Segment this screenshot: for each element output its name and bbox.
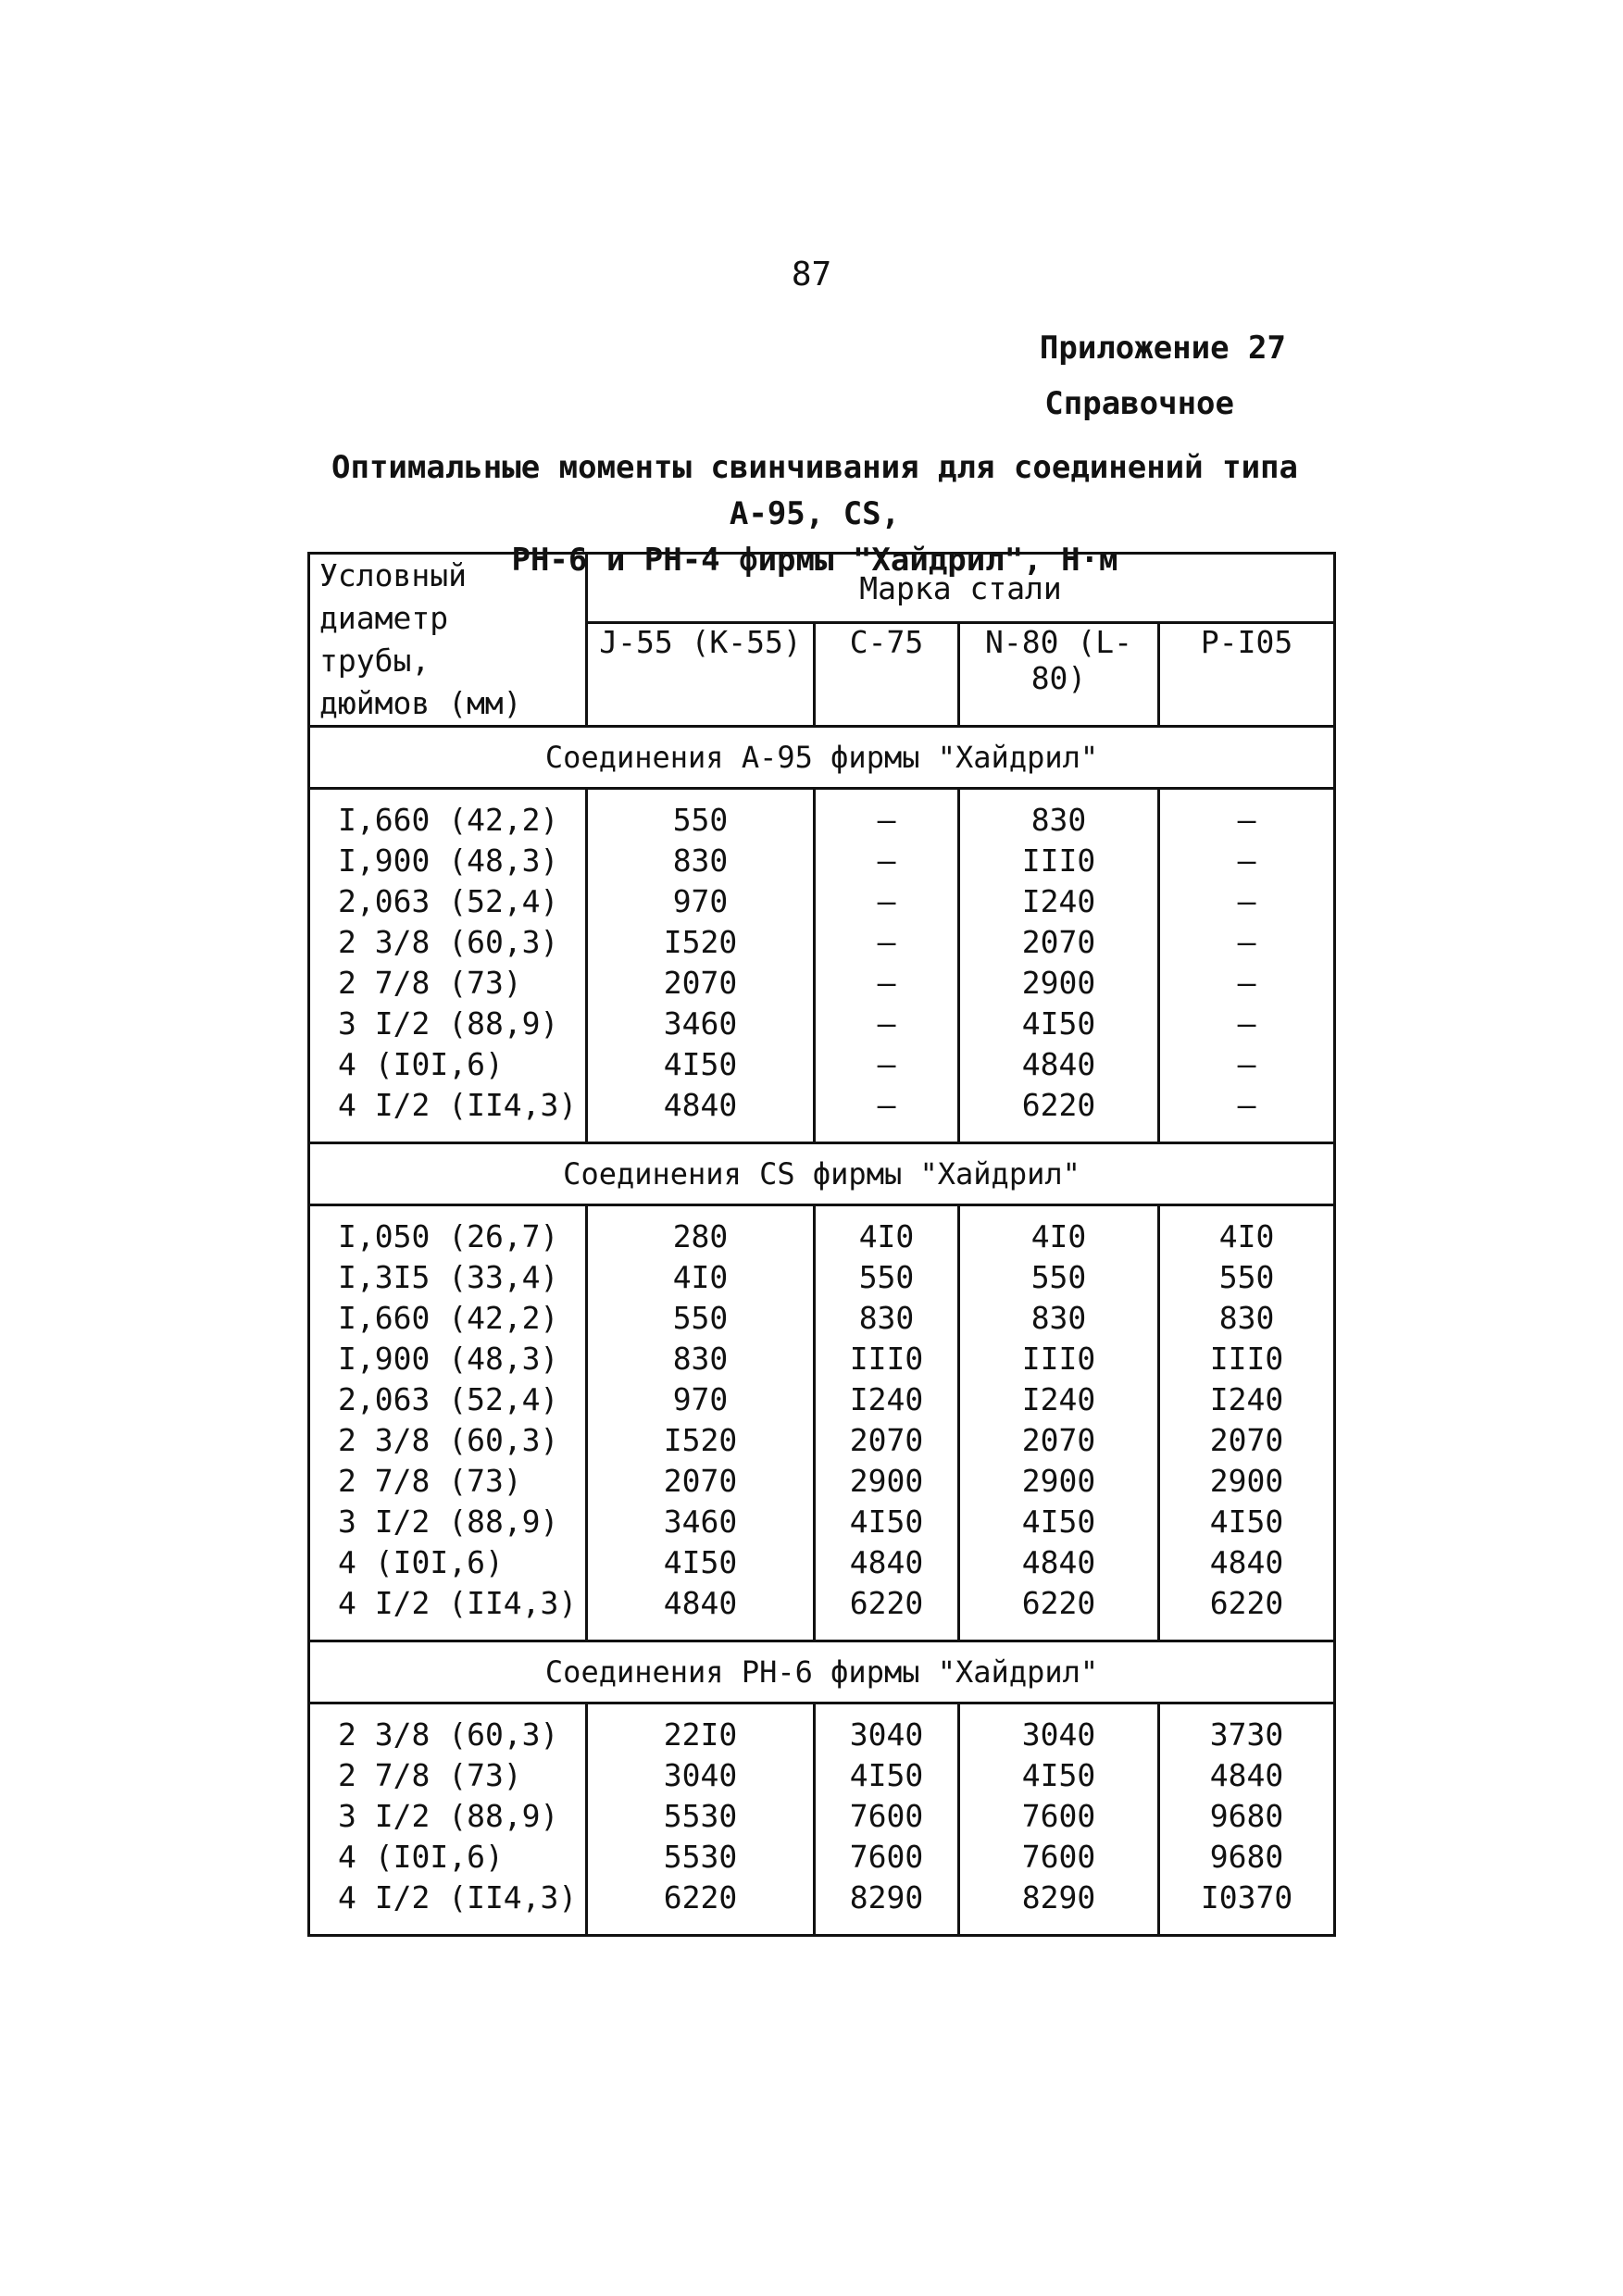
torque-value-cell: 4I0 (1159, 1205, 1335, 1257)
torque-value-cell: 3730 (1159, 1703, 1335, 1755)
torque-value-cell: III0 (959, 1338, 1159, 1379)
torque-value-cell: III0 (959, 840, 1159, 880)
torque-value-cell: 970 (587, 1379, 815, 1419)
section-header-row (309, 1143, 1335, 1205)
torque-value-cell: – (815, 840, 959, 880)
diameter-cell: I,050 (26,7) (309, 1205, 587, 1257)
grade-header: P-I05 (1159, 623, 1335, 727)
torque-value-cell: 7600 (815, 1836, 959, 1877)
torque-value-cell: 4840 (587, 1084, 815, 1143)
section-header-row (309, 1641, 1335, 1703)
torque-value-cell: 6220 (587, 1877, 815, 1936)
torque-value-cell: 550 (815, 1256, 959, 1297)
table-row (309, 1541, 1335, 1582)
table-row (309, 1460, 1335, 1501)
torque-value-cell: 830 (1159, 1297, 1335, 1338)
torque-value-cell: 5530 (587, 1795, 815, 1836)
torque-value-cell: 22I0 (587, 1703, 815, 1755)
torque-value-cell: 2070 (959, 921, 1159, 962)
torque-value-cell: 4I0 (815, 1205, 959, 1257)
diameter-cell: 2 3/8 (60,3) (309, 1703, 587, 1755)
table-row (309, 921, 1335, 962)
torque-value-cell: 4I50 (959, 1003, 1159, 1043)
table-row (309, 1003, 1335, 1043)
torque-value-cell: 2070 (815, 1419, 959, 1460)
torque-value-cell: 4I50 (815, 1501, 959, 1541)
title-line-2: РН-6 и РН-4 фирмы "Хайдрил", Н·м (511, 542, 1118, 579)
torque-value-cell: III0 (1159, 1338, 1335, 1379)
torque-value-cell: 9680 (1159, 1836, 1335, 1877)
diameter-cell: 4 (I0I,6) (309, 1043, 587, 1084)
torque-value-cell: – (1159, 1084, 1335, 1143)
torque-value-cell: 5530 (587, 1836, 815, 1877)
diameter-cell: 3 I/2 (88,9) (309, 1501, 587, 1541)
torque-value-cell: 4I50 (815, 1754, 959, 1795)
torque-value-cell: – (815, 1003, 959, 1043)
torque-value-cell: 830 (587, 840, 815, 880)
torque-value-cell: 7600 (815, 1795, 959, 1836)
table-row (309, 1754, 1335, 1795)
torque-value-cell: 4I50 (1159, 1501, 1335, 1541)
section-title: Соединения РН-6 фирмы "Хайдрил" (309, 1641, 1335, 1703)
torque-value-cell: 550 (959, 1256, 1159, 1297)
torque-value-cell: – (1159, 840, 1335, 880)
diameter-column-header (309, 554, 587, 727)
title-line-1: Оптимальные моменты свинчивания для соединений типа А-95, CS, (331, 449, 1298, 532)
table-row (309, 1205, 1335, 1257)
page-number: 87 (791, 256, 832, 293)
section-title: Соединения CS фирмы "Хайдрил" (309, 1143, 1335, 1205)
table-row (309, 962, 1335, 1003)
diameter-cell: 2 7/8 (73) (309, 1754, 587, 1795)
torque-value-cell: 830 (587, 1338, 815, 1379)
torque-value-cell: I240 (815, 1379, 959, 1419)
torque-value-cell: – (1159, 880, 1335, 921)
diameter-cell: 4 I/2 (II4,3) (309, 1582, 587, 1641)
appendix-label: Приложение 27 (1039, 330, 1286, 367)
table-row (309, 1338, 1335, 1379)
diameter-cell: I,3I5 (33,4) (309, 1256, 587, 1297)
torque-value-cell: 4840 (959, 1043, 1159, 1084)
torque-value-cell: – (1159, 1043, 1335, 1084)
grade-header: N-80 (L-80) (959, 623, 1159, 727)
table-row (309, 1256, 1335, 1297)
table-row (309, 1043, 1335, 1084)
torque-value-cell: 3460 (587, 1501, 815, 1541)
reference-label: Справочное (1044, 385, 1234, 422)
torque-value-cell: 4I50 (959, 1501, 1159, 1541)
torque-value-cell: 4I50 (959, 1754, 1159, 1795)
table-row (309, 1582, 1335, 1641)
table-row (309, 789, 1335, 841)
torque-value-cell: 4I50 (587, 1541, 815, 1582)
torque-value-cell: 4840 (1159, 1541, 1335, 1582)
torque-value-cell: III0 (815, 1338, 959, 1379)
torque-value-cell: – (815, 962, 959, 1003)
grade-header: C-75 (815, 623, 959, 727)
torque-value-cell: 2070 (587, 1460, 815, 1501)
torque-value-cell: 2900 (959, 1460, 1159, 1501)
torque-value-cell: 2900 (959, 962, 1159, 1003)
table-row (309, 1877, 1335, 1936)
torque-value-cell: 3040 (587, 1754, 815, 1795)
torque-value-cell: 3040 (815, 1703, 959, 1755)
table-row (309, 840, 1335, 880)
diameter-cell: 4 (I0I,6) (309, 1836, 587, 1877)
torque-value-cell: – (815, 921, 959, 962)
diameter-cell: 2 7/8 (73) (309, 1460, 587, 1501)
torque-value-cell: – (1159, 921, 1335, 962)
torque-value-cell: I520 (587, 1419, 815, 1460)
torque-value-cell: 6220 (959, 1582, 1159, 1641)
torque-value-cell: 830 (959, 789, 1159, 841)
torque-value-cell: 550 (587, 1297, 815, 1338)
torque-value-cell: 2070 (1159, 1419, 1335, 1460)
diameter-cell: 2,063 (52,4) (309, 880, 587, 921)
torque-value-cell: 3460 (587, 1003, 815, 1043)
torque-value-cell: I240 (959, 880, 1159, 921)
torque-value-cell: 4840 (815, 1541, 959, 1582)
torque-value-cell: – (815, 1043, 959, 1084)
section-title: Соединения А-95 фирмы "Хайдрил" (309, 727, 1335, 789)
torque-value-cell: 830 (815, 1297, 959, 1338)
diameter-cell: 4 I/2 (II4,3) (309, 1084, 587, 1143)
torque-value-cell: 3040 (959, 1703, 1159, 1755)
table-row (309, 1836, 1335, 1877)
diameter-cell: 2,063 (52,4) (309, 1379, 587, 1419)
torque-value-cell: I240 (1159, 1379, 1335, 1419)
diameter-cell: I,660 (42,2) (309, 1297, 587, 1338)
diameter-cell: 4 I/2 (II4,3) (309, 1877, 587, 1936)
torque-value-cell: 2070 (587, 962, 815, 1003)
diameter-cell: 2 7/8 (73) (309, 962, 587, 1003)
torque-value-cell: 4840 (587, 1582, 815, 1641)
torque-value-cell: 7600 (959, 1836, 1159, 1877)
torque-value-cell: – (1159, 962, 1335, 1003)
torque-value-cell: 7600 (959, 1795, 1159, 1836)
torque-value-cell: – (815, 1084, 959, 1143)
diameter-cell: 2 3/8 (60,3) (309, 921, 587, 962)
diameter-cell: I,660 (42,2) (309, 789, 587, 841)
torque-table (307, 552, 1336, 1937)
torque-value-cell: 2070 (959, 1419, 1159, 1460)
torque-value-cell: I240 (959, 1379, 1159, 1419)
torque-value-cell: – (1159, 1003, 1335, 1043)
torque-value-cell: 4I50 (587, 1043, 815, 1084)
diameter-header-line-2: диаметр трубы, (319, 600, 449, 679)
table-row (309, 1795, 1335, 1836)
diameter-cell: I,900 (48,3) (309, 840, 587, 880)
diameter-header-line-1: Условный (319, 557, 467, 593)
torque-value-cell: 970 (587, 880, 815, 921)
diameter-cell: 4 (I0I,6) (309, 1541, 587, 1582)
torque-value-cell: 8290 (959, 1877, 1159, 1936)
steel-grade-header: Марка стали (587, 554, 1335, 623)
torque-value-cell: 4I0 (587, 1256, 815, 1297)
torque-value-cell: 8290 (815, 1877, 959, 1936)
torque-value-cell: – (815, 789, 959, 841)
diameter-cell: 2 3/8 (60,3) (309, 1419, 587, 1460)
torque-value-cell: 2900 (1159, 1460, 1335, 1501)
diameter-cell: 3 I/2 (88,9) (309, 1003, 587, 1043)
torque-value-cell: 6220 (815, 1582, 959, 1641)
torque-value-cell: 4840 (959, 1541, 1159, 1582)
table-row (309, 1297, 1335, 1338)
diameter-cell: I,900 (48,3) (309, 1338, 587, 1379)
section-header-row (309, 727, 1335, 789)
table-row (309, 1379, 1335, 1419)
grade-header: J-55 (K-55) (587, 623, 815, 727)
torque-value-cell: 830 (959, 1297, 1159, 1338)
torque-value-cell: 4840 (1159, 1754, 1335, 1795)
torque-value-cell: 6220 (959, 1084, 1159, 1143)
table-row (309, 1703, 1335, 1755)
torque-value-cell: 6220 (1159, 1582, 1335, 1641)
torque-value-cell: 2900 (815, 1460, 959, 1501)
torque-value-cell: 4I0 (959, 1205, 1159, 1257)
table-row (309, 1419, 1335, 1460)
diameter-cell: 3 I/2 (88,9) (309, 1795, 587, 1836)
table-row (309, 1084, 1335, 1143)
diameter-header-line-3: дюймов (мм) (319, 685, 522, 721)
torque-value-cell: 550 (587, 789, 815, 841)
torque-value-cell: I520 (587, 921, 815, 962)
table-row (309, 880, 1335, 921)
torque-value-cell: – (1159, 789, 1335, 841)
table-row (309, 1501, 1335, 1541)
torque-value-cell: 9680 (1159, 1795, 1335, 1836)
torque-value-cell: 550 (1159, 1256, 1335, 1297)
torque-value-cell: – (815, 880, 959, 921)
torque-value-cell: 280 (587, 1205, 815, 1257)
torque-value-cell: I0370 (1159, 1877, 1335, 1936)
